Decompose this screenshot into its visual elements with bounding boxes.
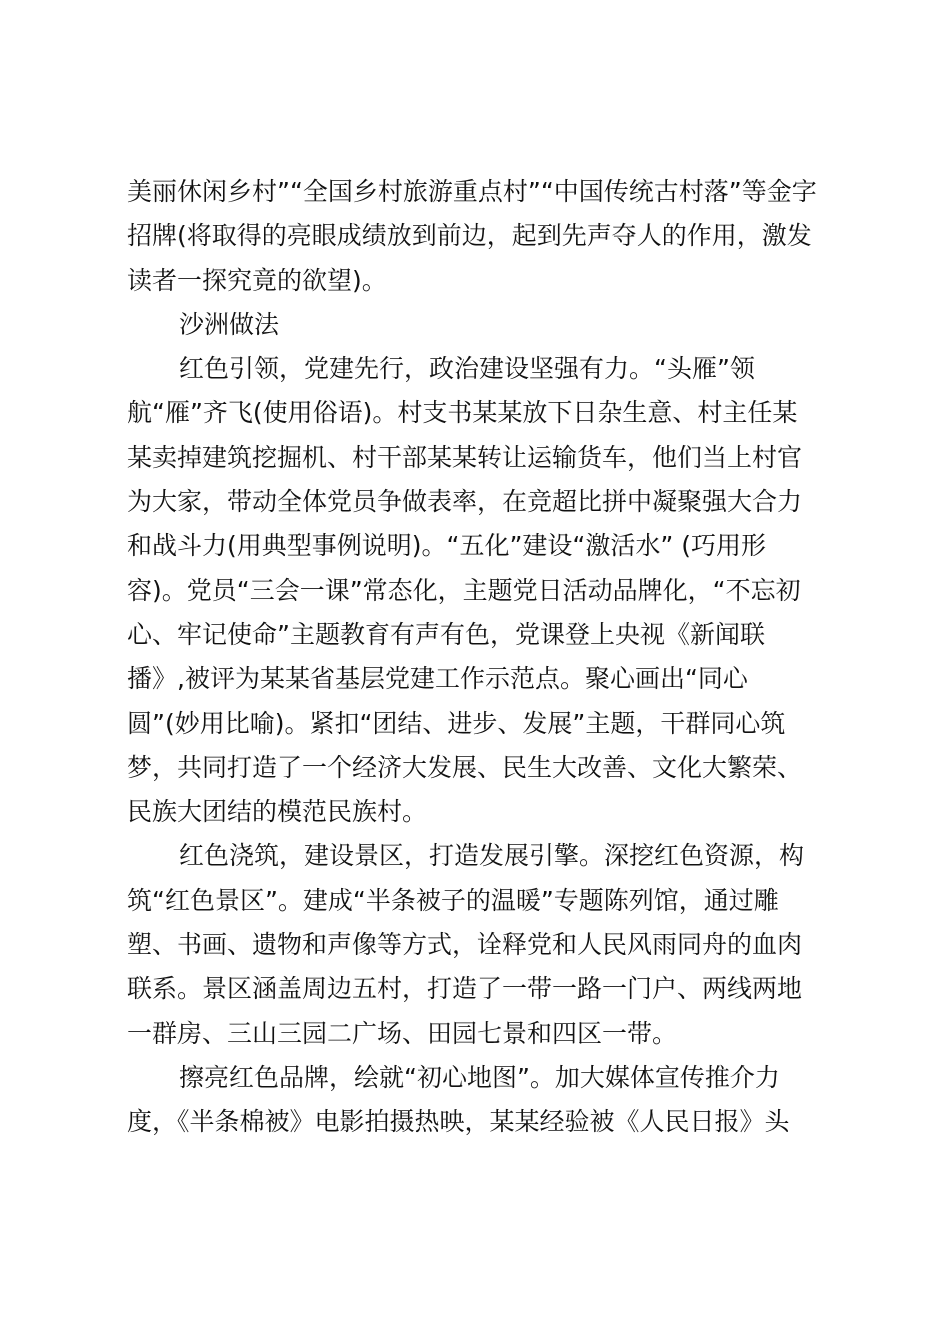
- text-line: 民族大团结的模范民族村。: [127, 797, 428, 827]
- document-body: [127, 170, 827, 1145]
- text-line: 心、牢记使命”主题教育有声有色，党课登上央视《新闻联: [127, 619, 765, 649]
- text-line: 擦亮红色品牌，绘就“初心地图”。加大媒体宣传推介力: [179, 1062, 780, 1092]
- text-line: 美丽休闲乡村”“全国乡村旅游重点村”“中国传统古村落”等金字: [127, 177, 817, 206]
- text-line: 播》,被评为某某省基层党建工作示范点。聚心画出“同心: [127, 664, 748, 694]
- text-line: 招牌(将取得的亮眼成绩放到前边，起到先声夺人的作用，激发: [127, 221, 812, 251]
- text-line: 梦，共同打造了一个经济大发展、民生大改善、文化大繁荣、: [127, 752, 803, 782]
- text-line: 圆”(妙用比喻)。紧扣“团结、进步、发展”主题，干群同心筑: [127, 708, 786, 738]
- text-line: 容)。党员“三会一课”常态化，主题党日活动品牌化，“不忘初: [127, 575, 801, 605]
- text-line: 一群房、三山三园二广场、田园七景和四区一带。: [127, 1018, 678, 1048]
- text-line: 联系。景区涵盖周边五村，打造了一带一路一门户、两线两地: [127, 974, 803, 1004]
- text-line: 红色浇筑，建设景区，打造发展引擎。深挖红色资源，构: [179, 841, 805, 871]
- section-heading: 沙洲做法: [179, 309, 280, 339]
- text-line: 某卖掉建筑挖掘机、村干部某某转让运输货车，他们当上村官: [127, 442, 803, 472]
- text-line: 塑、书画、遗物和声像等方式，诠释党和人民风雨同舟的血肉: [127, 930, 803, 960]
- text-line: 为大家，带动全体党员争做表率，在竞超比拼中凝聚强大合力: [127, 487, 803, 517]
- text-line: 红色引领，党建先行，政治建设坚强有力。“头雁”领: [179, 354, 755, 384]
- text-line: 读者一探究竟的欲望)。: [127, 265, 387, 295]
- text-line: 航“雁”齐飞(使用俗语)。村支书某某放下日杂生意、村主任某: [127, 398, 798, 428]
- text-line: 度，《半条棉被》电影拍摄热映，某某经验被《人民日报》头: [127, 1107, 790, 1137]
- text-line: 筑“红色景区”。建成“半条被子的温暖”专题陈列馆，通过雕: [127, 885, 779, 915]
- text-line: 和战斗力(用典型事例说明)。“五化”建设“激活水” (巧用形: [127, 531, 767, 561]
